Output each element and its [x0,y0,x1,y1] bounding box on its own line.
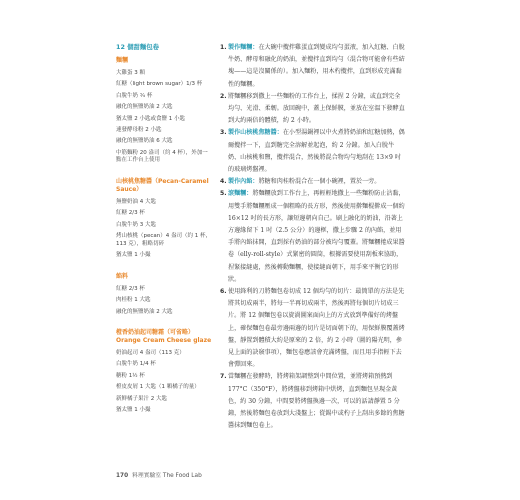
step-text: 將麵糰移到撒上一些麵粉的工作台上，揉捏 2 分鐘，或直到完全均勻、光滑、柔韌。放回碗中，蓋上保鮮膜，並放在室溫下發酵直到大約兩倍的體積，約 2 小時。 [228,92,405,125]
ingredient-item: 猶太鹽 1 小撮 [116,252,151,259]
yield-title: 12 個甜麵包卷 [116,43,160,51]
step-text: 在大碗中攪拌雞蛋直到變成均勻蛋液，加入紅糖、白脫牛奶、酵母和融化的奶油，並攪拌直到均勻（混合物可能會有些結塊——這是沒關係的）。加入麵粉，用木杓攪拌，直到形成充滿黏性的麵糰。 [228,44,405,88]
ingredient-item: 白脫牛奶 3 大匙 [116,221,156,228]
step-text: 當麵糰在發酵時，將烤箱架調整到中間位置，並將烤箱預熱到 177°C（350°F），將烤盤移到烤箱中烘烤，直到麵包呈現金黃色，約 30 分鐘，中間要將烤盤換邊一次，可以的話請靜置 5 分鐘，然後將麵包卷放到大淺盤上；從錫中或杓子上刮出多餘的焦糖醬抹到麵包卷上。 [228,373,405,430]
step-number: 4. [220,178,227,186]
ingredient-item: 速發酵母粉 2 小匙 [116,127,162,134]
filling-section [116,273,212,318]
step-number: 1. [220,44,227,51]
step-7 [220,371,406,432]
step-5 [220,188,406,286]
step-number: 6. [220,288,227,296]
step-number: 2. [220,92,227,100]
ingredient-item: 融化的無鹽奶油 2 大匙 [116,104,173,111]
step-text: 將麵糰放到工作台上，再輕輕地撒上一些麵粉防止沾黏，用雙手將麵糰壓成一個粗略的長方形，然後使用擀麵棍擀成一個約 16×12 吋的長方形，讓短邊朝向自己。刷上融化的奶油，沿著上方邊緣留下 1 吋（2.5 公分）的邊框，撒上步驟 2 的內餡，並用手將內餡抹開，直到採有奶油的部分被均勻覆蓋。將麵糰捲成果醬卷（elly-roll-style）式緊密的圓筒，根據需要使用刮板來協助，捏緊接縫處，然後轉動麵糰，使接縫面朝下，用手來平衡它的形狀。 [228,190,405,283]
instructions [220,42,406,433]
section-title: 山核桃焦糖醬（Pecan-Caramel Sauce） [116,178,209,194]
step-6 [220,286,406,371]
step-1 [220,42,406,91]
step-heading: 製作山核桃焦糖醬： [228,129,283,137]
book-title: 料理實驗室 The Food Lab [132,473,202,479]
ingredient-item: 融化的無鹽奶油 6 大匙 [116,138,173,145]
ingredient-item: 無鹽奶油 4 大匙 [116,199,156,206]
ingredient-item: 紅糖（light brown sugar）1/3 杯 [116,81,203,88]
step-heading: 滾麵糰： [228,190,253,198]
section-title: 橙香奶油起司糖霜（可省略）Orange Cream Cheese glaze [116,329,212,345]
ingredient-item: 肉桂粉 1 大匙 [116,297,151,304]
ingredients-sidebar [116,43,212,428]
ingredient-item: 融化的無鹽奶油 2 大匙 [116,308,173,315]
ingredient-item: 猶太鹽 1 小撮 [116,407,151,414]
ingredient-item: 中筋麵粉 20 盎司（約 4 杯），外加一點在工作台上使用 [116,149,208,164]
page-number: 170 [116,473,129,479]
step-heading: 製作內餡： [228,178,259,186]
ingredient-item: 猶太鹽 2 小匙或食鹽 1 小匙 [116,115,185,122]
page-footer [116,470,202,479]
ingredient-item: 紅糖 2/3 杯 [116,210,145,217]
step-number: 7. [220,373,227,381]
step-number: 5. [220,190,227,198]
step-4 [220,176,406,188]
ingredient-item: 新鮮橘子果汁 2 大匙 [116,395,167,402]
step-text: 使用鋒利的刀將麵包卷切成 12 個均勻的切片：最簡單的方法是先將其切成兩半，將每一半再切成兩半，然後再將每個切片切成三片。將 12 個麵包卷以旋渦圖案面向上的方式放到準備好的烤盤上，確保麵包卷最旁邊兩邊的切片是切面朝下的，用保鮮膜覆蓋烤盤，靜置到體積大約是原來的 2 倍，約 2 小時（圖的陽光明，參見上面的訣竅事項），麵包卷應該會充滿烤盤，而且用手指輕下去會彈回來。 [228,288,405,369]
caramel-sauce-section [116,178,212,262]
glaze-section [116,329,212,416]
section-title: 麵糰 [116,57,129,64]
step-text: 在小型湯鍋裡以中火煮將奶油和紅糖加熱，偶爾攪拌一下，直到糖完全溶解並起泡，約 2 分鐘。加入白脫牛奶、山核桃和鹽，攪拌混合，然後將混合物均勻地刮在 13×9 吋的玻璃烤盤裡。 [228,129,405,174]
step-text: 將糖和肉桂粉混合在一個小碗裡，置於一旁。 [258,178,381,186]
step-3 [220,127,406,176]
ingredient-item: 奶油起司 4 盎司（113 克） [116,350,185,357]
ingredient-item: 烤山核桃（pecan）4 盎司（約 1 杯，113 克），粗略切碎 [116,233,211,247]
ingredient-item: 大雞蛋 3 顆 [116,70,145,76]
ingredient-item: 橙皮皮屑 1 大匙（1 顆橘子的量） [116,384,200,391]
ingredient-item: 紅糖 2/3 杯 [116,285,145,292]
step-number: 3. [220,129,227,137]
dough-section [116,57,212,167]
section-title: 餡料 [116,272,129,280]
ingredient-item: 白脫牛奶 ¾ 杯 [116,92,153,99]
step-2 [220,91,406,128]
ingredient-item: 白脫牛奶 1/4 杯 [116,361,156,368]
ingredient-item: 糖粉 1½ 杯 [116,372,145,379]
step-heading: 製作麵糰： [228,44,259,51]
